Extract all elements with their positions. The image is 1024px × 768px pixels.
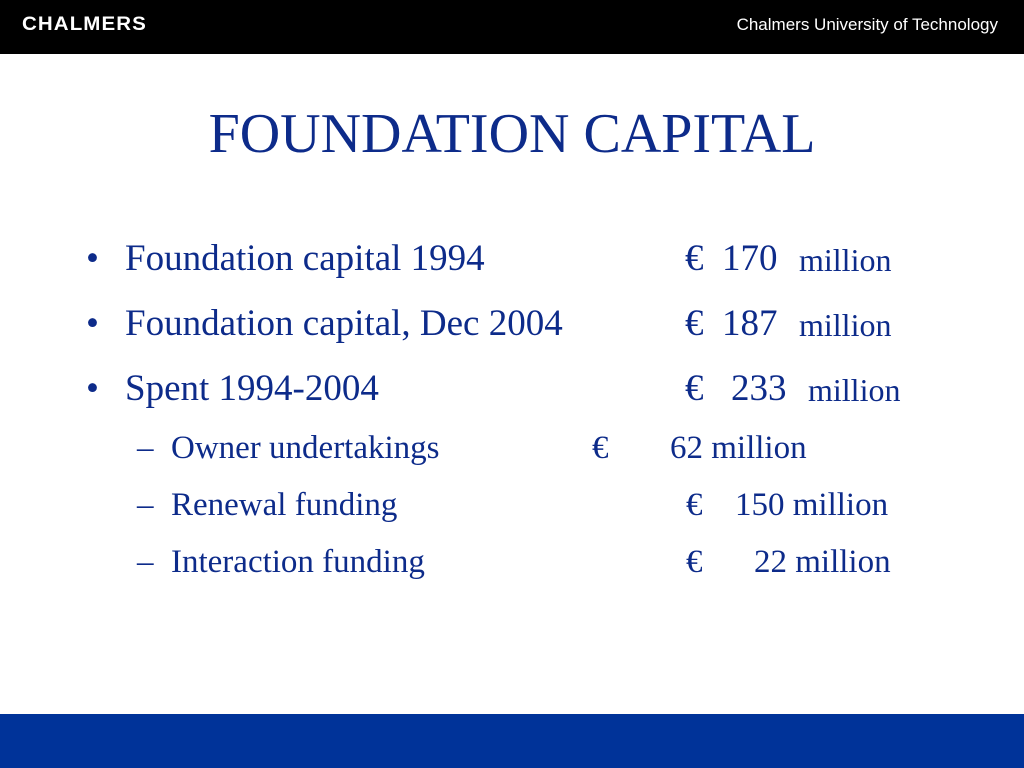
subitem-label: Renewal funding	[171, 487, 398, 523]
subitem-value: 22 million	[754, 544, 891, 580]
bullet-marker: •	[86, 303, 99, 344]
header-bar	[0, 0, 1024, 54]
bullet-amount: 233	[731, 368, 787, 409]
subitem-currency: €	[686, 544, 703, 580]
bullet-currency: €	[685, 368, 704, 409]
footer-bar	[0, 714, 1024, 768]
bullet-unit: million	[799, 307, 892, 343]
bullet-amount: 187	[722, 303, 778, 344]
university-name: Chalmers University of Technology	[736, 15, 998, 34]
subitem-currency: €	[592, 430, 609, 466]
subitem-value: 62 million	[670, 430, 807, 466]
bullet-currency: €	[685, 238, 704, 279]
bullet-unit: million	[808, 372, 901, 408]
bullet-label: Foundation capital 1994	[125, 238, 485, 279]
subitem-value: 150 million	[735, 487, 889, 523]
chalmers-logo: CHALMERS	[22, 14, 147, 35]
bullet-amount: 170	[722, 238, 778, 279]
bullet-unit: million	[799, 242, 892, 278]
subitem-label: Interaction funding	[171, 544, 425, 580]
bullet-marker: •	[86, 238, 99, 279]
subitem-label: Owner undertakings	[171, 430, 440, 466]
slide-title: FOUNDATION CAPITAL	[208, 103, 816, 165]
subitem-marker: –	[137, 544, 154, 580]
bullet-marker: •	[86, 368, 99, 409]
subitem-marker: –	[137, 487, 154, 523]
bullet-currency: €	[685, 303, 704, 344]
bullet-label: Spent 1994-2004	[125, 368, 379, 409]
bullet-label: Foundation capital, Dec 2004	[125, 303, 563, 344]
subitem-currency: €	[686, 487, 703, 523]
subitem-marker: –	[137, 430, 154, 466]
